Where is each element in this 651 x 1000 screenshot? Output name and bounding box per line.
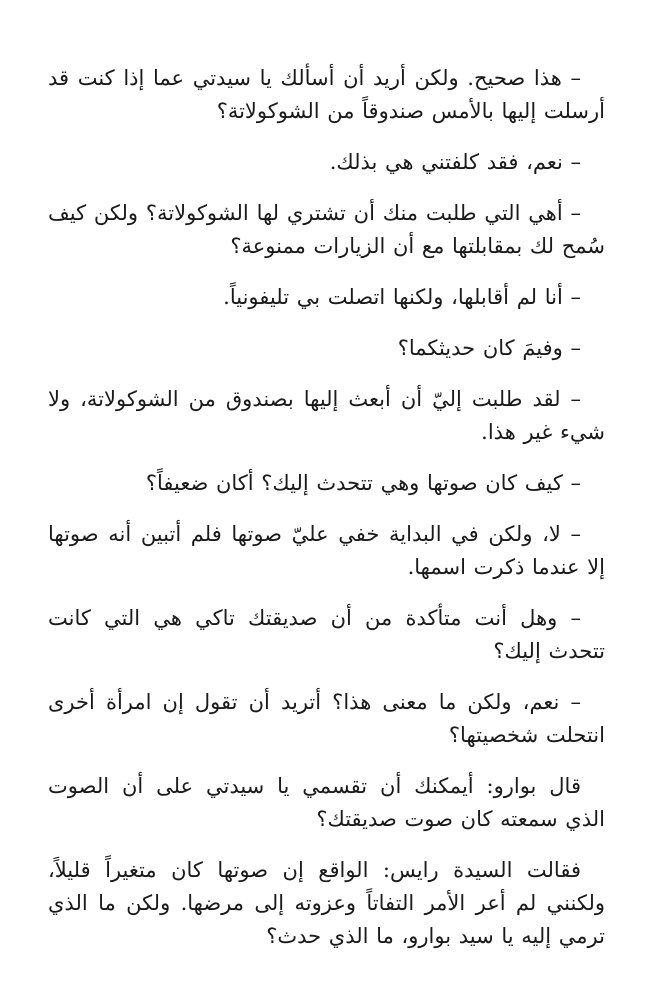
paragraph-1: – هذا صحيح. ولكن أريد أن أسألك يا سيدتي عما إذا كنت قد أرسلت إليها بالأمس صندوقاً من الشوكولاتة؟ bbox=[48, 66, 605, 123]
paragraph-10: – نعم، ولكن ما معنى هذا؟ أتريد أن تقول إن امرأة أخرى انتحلت شخصيتها؟ bbox=[48, 690, 605, 747]
paragraph-7: – كيف كان صوتها وهي تتحدث إليك؟ أكان ضعيفاً؟ bbox=[145, 471, 581, 495]
paragraph-9: – وهل أنت متأكدة من أن صديقتك تاكي هي التي كانت تتحدث إليك؟ bbox=[48, 606, 605, 663]
paragraph-6: – لقد طلبت إليّ أن أبعث إليها بصندوق من الشوكولاتة، ولا شيء غير هذا. bbox=[48, 387, 605, 444]
paragraph-8: – لا، ولكن في البداية خفي عليّ صوتها فلم أتبين أنه صوتها إلا عندما ذكرت اسمها. bbox=[48, 522, 605, 579]
paragraph-5: – وفيمَ كان حديثكما؟ bbox=[397, 336, 581, 360]
paragraph-2: – نعم، فقد كلفتني هي بذلك. bbox=[329, 150, 581, 174]
paragraph-11: قال بوارو: أيمكنك أن تقسمي يا سيدتي على أن الصوت الذي سمعته كان صوت صديقتك؟ bbox=[48, 774, 605, 831]
paragraph-3: – أهي التي طلبت منك أن تشتري لها الشوكولاتة؟ ولكن كيف سُمح لك بمقابلتها مع أن الزيارات ممنوعة؟ bbox=[48, 201, 605, 258]
paragraph-12: فقالت السيدة رايس: الواقع إن صوتها كان متغيراً قليلاً، ولكنني لم أعر الأمر التفاتاً وعزوته إلى مرضها. ولكن ما الذي ترمي إليه يا سيد بوارو، ما الذي حدث؟ bbox=[48, 858, 605, 948]
paragraph-4: – أنا لم أقابلها، ولكنها اتصلت بي تليفونياً. bbox=[223, 285, 581, 309]
